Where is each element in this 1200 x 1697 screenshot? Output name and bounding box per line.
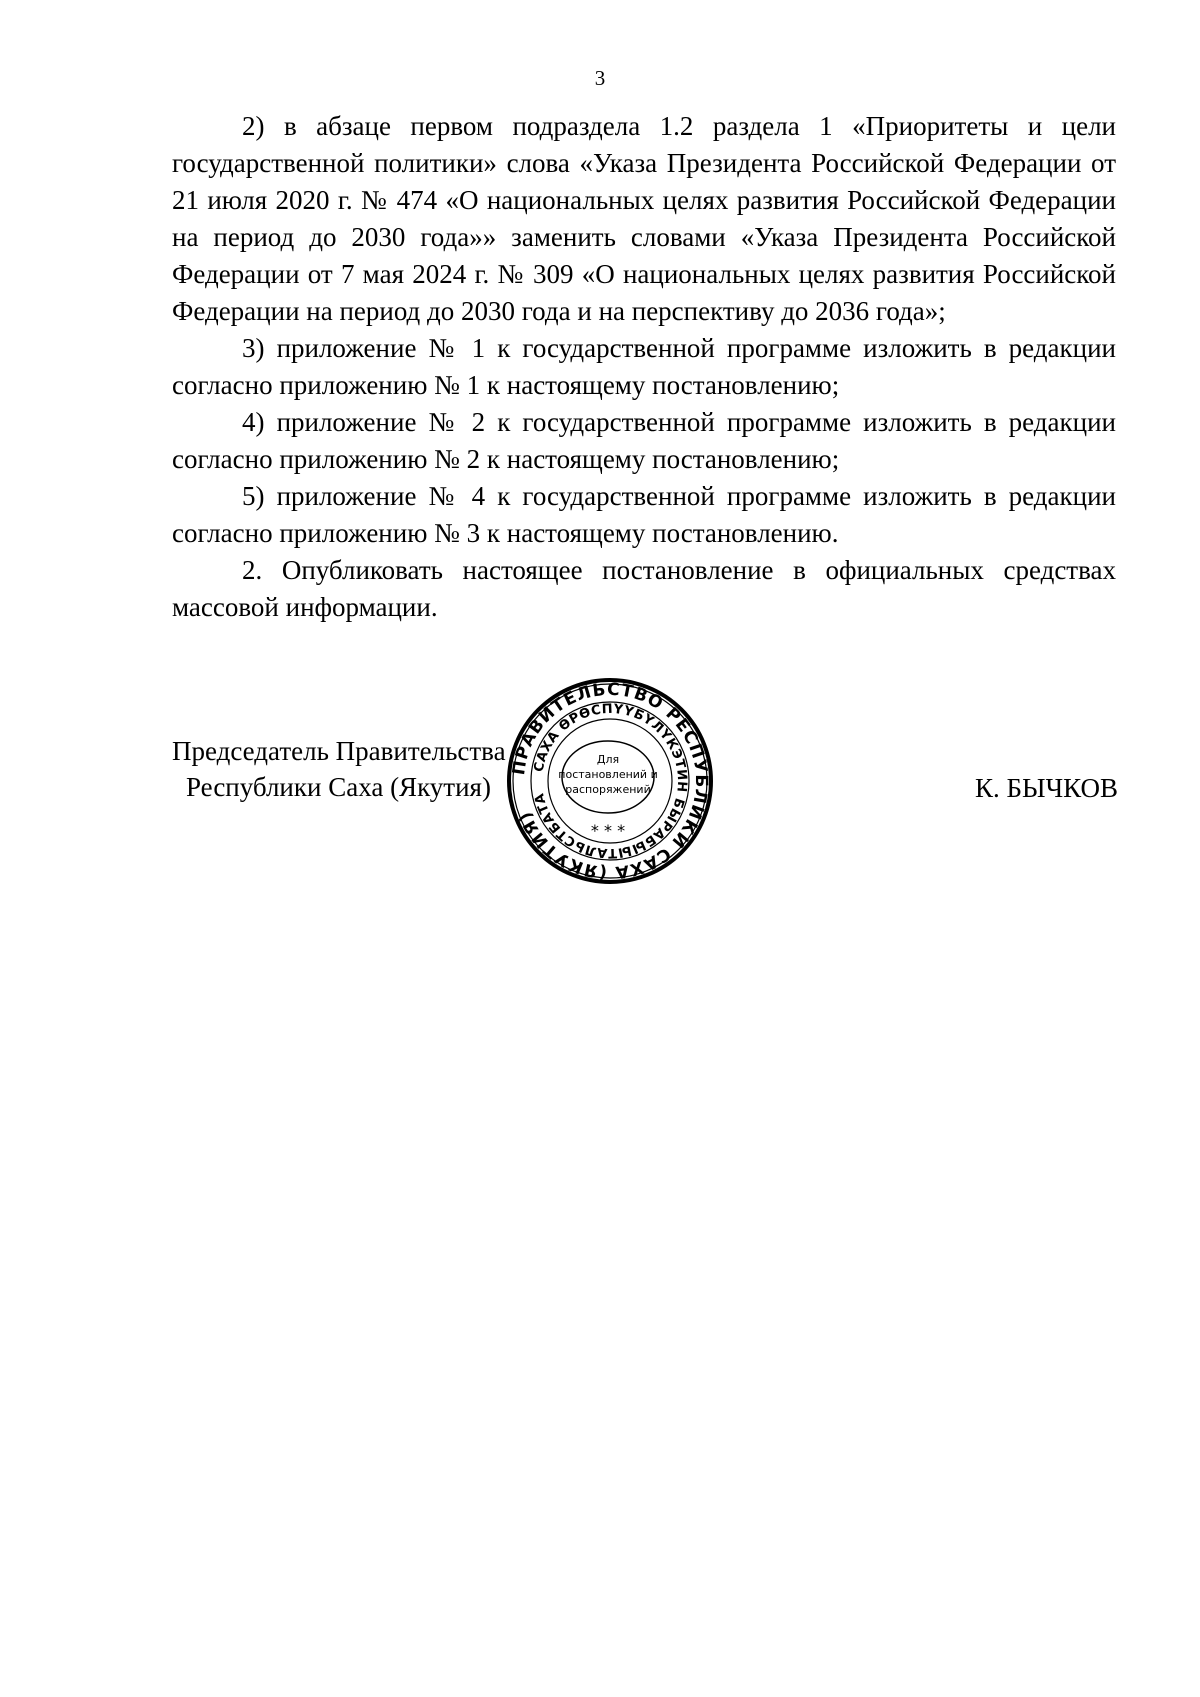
paragraph-item-3: 3) приложение № 1 к государственной программе изложить в редакции согласно приложению № 1 к настоящему постановлению; [172,333,1116,400]
document-body [172,108,1116,626]
signature-position [172,733,506,805]
seal-center-line1: Для [596,753,620,766]
signature-position-line1: Председатель Правительства [172,736,506,766]
paragraph-item-4: 4) приложение № 2 к государственной программе изложить в редакции согласно приложению № 2 к настоящему постановлению; [172,407,1116,474]
seal-center-line3: распоряжений [565,783,651,796]
seal-stars: * * * [590,821,626,840]
signature-position-line2: Республики Саха (Якутия) [186,772,491,802]
page-number: 3 [594,66,606,90]
official-seal [505,676,715,886]
seal-center-line2: постановлений и [558,768,658,781]
paragraph-item-5: 5) приложение № 4 к государственной программе изложить в редакции согласно приложению № 3 к настоящему постановлению. [172,481,1116,548]
paragraph-publish: 2. Опубликовать настоящее постановление в официальных средствах массовой информации. [172,555,1116,622]
signer-name: К. БЫЧКОВ [975,773,1118,803]
paragraph-item-2: 2) в абзаце первом подраздела 1.2 раздела 1 «Приоритеты и цели государственной политики» слова «Указа Президента Российской Федерации от 21 июля 2020 г. № 474 «О национальных целях развития Российской Федерации на период до 2030 года»» заменить словами «Указа Президента Российской Федерации от 7 мая 2024 г. № 309 «О национальных целях развития Российской Федерации на период до 2030 года и на перспективу до 2036 года»; [172,111,1116,326]
seal-inner-text: САХА ӨРӨСПҮҮБҮЛҮКЭТИН БЫРАБЫЫТАЛЬСТБАТА [531,701,690,861]
seal-outer-text: ПРАВИТЕЛЬСТВО РЕСПУБЛИКИ САХА (ЯКУТИЯ) [509,679,712,883]
